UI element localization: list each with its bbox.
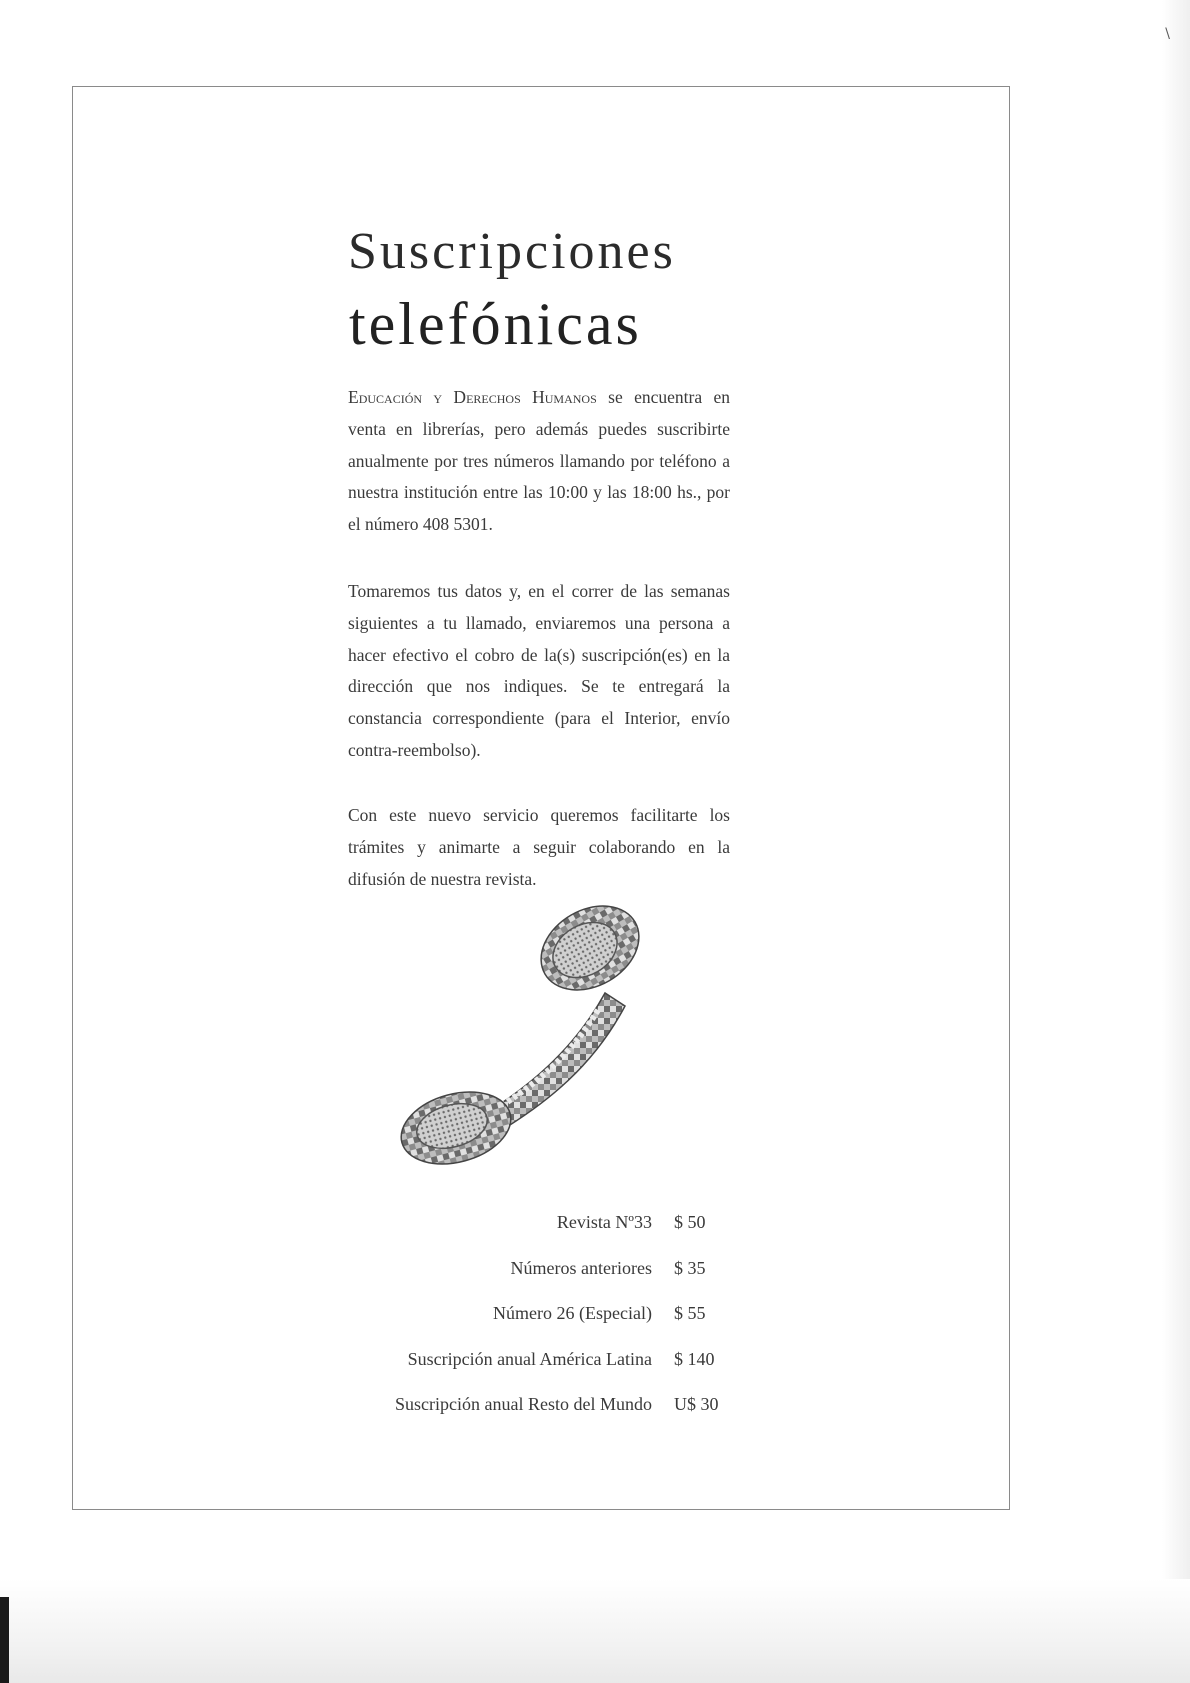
corner-mark: \ [1165, 26, 1170, 42]
price-value: $ 55 [674, 1303, 706, 1323]
price-row [330, 1258, 730, 1304]
magazine-name: Educación y Derechos Humanos [348, 387, 597, 407]
price-value: $ 140 [674, 1348, 715, 1369]
paragraph-intro [348, 382, 730, 541]
price-value: $ 35 [674, 1257, 706, 1278]
page-title-line2: telefónicas [349, 291, 642, 357]
price-row [330, 1394, 730, 1440]
price-value: $ 50 [674, 1212, 706, 1232]
page-title-line1: Suscripciones [348, 223, 676, 280]
price-label: Suscripción anual Resto del Mundo [395, 1394, 652, 1414]
price-label: Suscripción anual América Latina [407, 1348, 652, 1369]
bottom-scan-strip [0, 1579, 1190, 1683]
price-value: U$ 30 [674, 1394, 719, 1414]
price-label: Revista Nº33 [556, 1212, 652, 1232]
price-row [330, 1349, 730, 1395]
page-edge-shadow [1162, 0, 1190, 1683]
price-row [330, 1303, 730, 1349]
paragraph-closing: Con este nuevo servicio queremos facilitarte los trámites y animarte a seguir colaborando en la difusión de nuestra revista. [348, 805, 730, 889]
price-label: Número 26 (Especial) [493, 1303, 652, 1323]
paragraph-process: Tomaremos tus datos y, en el correr de las semanas siguientes a tu llamado, enviaremos una persona a hacer efectivo el cobro de la(s) suscripción(es) en la dirección que nos indiques. Se te entregará la constancia correspondiente (para el Interior, envío contra-reembolso). [348, 581, 730, 760]
price-label: Números anteriores [510, 1257, 652, 1278]
scan-edge-mark [0, 1597, 9, 1683]
telephone-handset-icon [400, 898, 690, 1168]
price-list [330, 1212, 730, 1440]
price-row [330, 1212, 730, 1258]
paragraph-intro-text: se encuentra en venta en librerías, pero además puedes suscribirte anualmente por tres números llamando por teléfono a nuestra institución entre las 10:00 y las 18:00 hs., por el número 408 5301. [348, 387, 730, 535]
